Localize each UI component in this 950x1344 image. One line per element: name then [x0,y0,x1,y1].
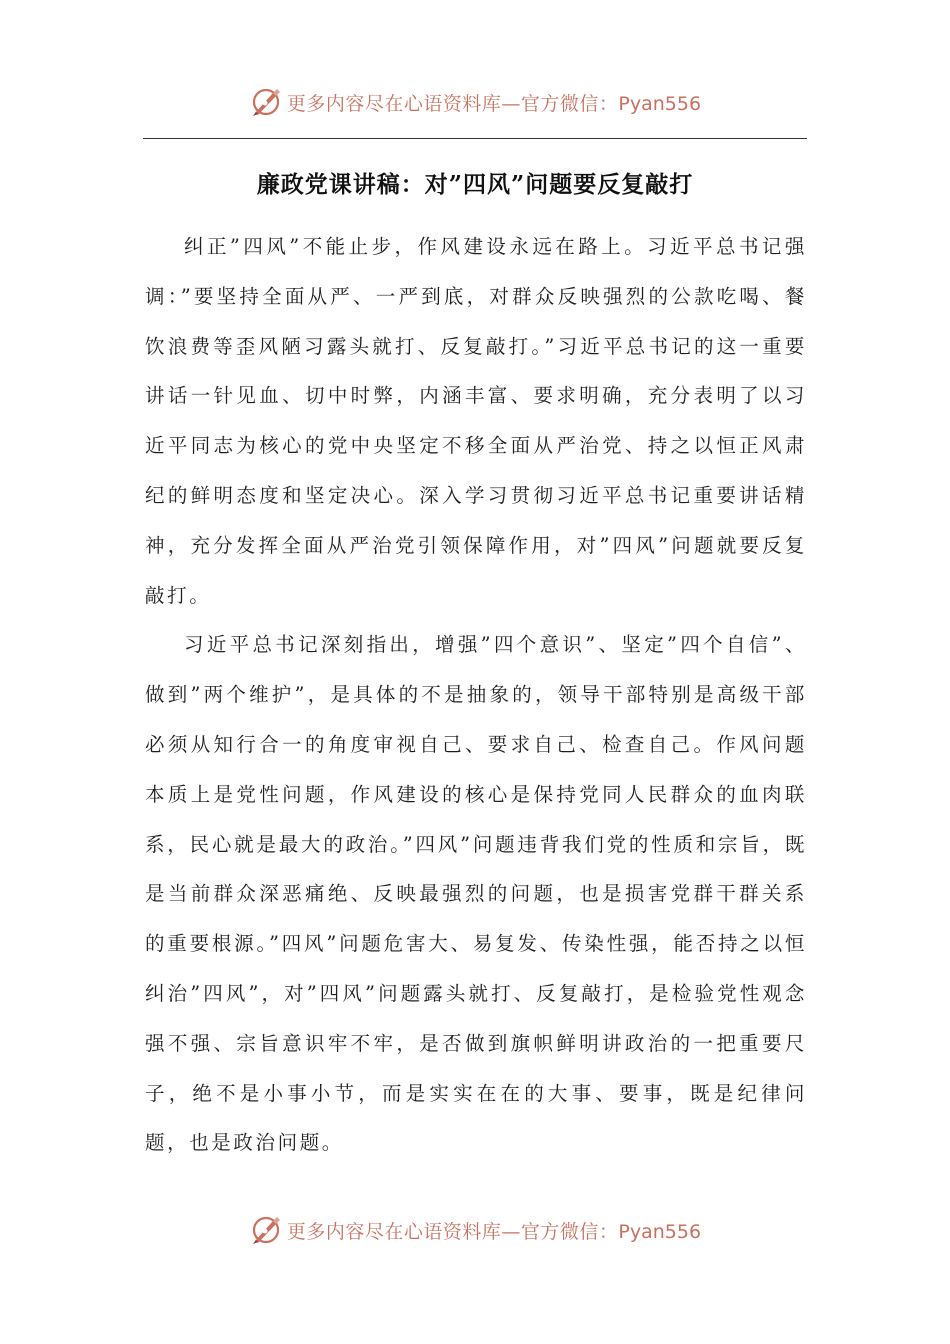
document-title: 廉政党课讲稿：对”四风”问题要反复敲打 [256,171,694,198]
header-divider [143,138,807,139]
document-body [145,222,807,1168]
footer-wechat-id: Pyan556 [618,1220,702,1243]
footer-banner [0,1210,950,1250]
header-banner [0,82,950,122]
header-banner-text: 更多内容尽在心语资料库—官方微信：Pyan556 [286,92,702,115]
paragraph-2: 习近平总书记深刻指出，增强”四个意识”、坚定”四个自信”、做到”两个维护”，是具体的不是抽象的，领导干部特别是高级干部必须从知行合一的角度审视自己、要求自己、检查自己。作风问题本质上是党性问题，作风建设的核心是保持党同人民群众的血肉联系，民心就是最大的政治。”四风”问题违背我们党的性质和宗旨，既是当前群众深恶痛绝、反映最强烈的问题，也是损害党群干群关系的重要根源。”四风”问题危害大、易复发、传染性强，能否持之以恒纠治”四风”，对”四风”问题露头就打、反复敲打，是检验党性观念强不强、宗旨意识牢不牢，是否做到旗帜鲜明讲政治的一把重要尺子，绝不是小事小节，而是实实在在的大事、要事，既是纪律问题，也是政治问题。 [145,633,807,1155]
paragraph-1: 纠正”四风”不能止步，作风建设永远在路上。习近平总书记强调：”要坚持全面从严、一严到底，对群众反映强烈的公款吃喝、餐饮浪费等歪风陋习露头就打、反复敲打。”习近平总书记的这一重要讲话一针见血、切中时弊，内涵丰富、要求明确，充分表明了以习近平同志为核心的党中央坚定不移全面从严治党、持之以恒正风肃纪的鲜明态度和坚定决心。深入学习贯彻习近平总书记重要讲话精神，充分发挥全面从严治党引领保障作用，对”四风”问题就要反复敲打。 [145,235,807,607]
pen-circle-logo-icon [249,1213,283,1247]
pen-circle-logo-icon [249,85,283,119]
footer-banner-text: 更多内容尽在心语资料库—官方微信：Pyan556 [286,1220,702,1243]
header-wechat-id: Pyan556 [618,92,702,115]
